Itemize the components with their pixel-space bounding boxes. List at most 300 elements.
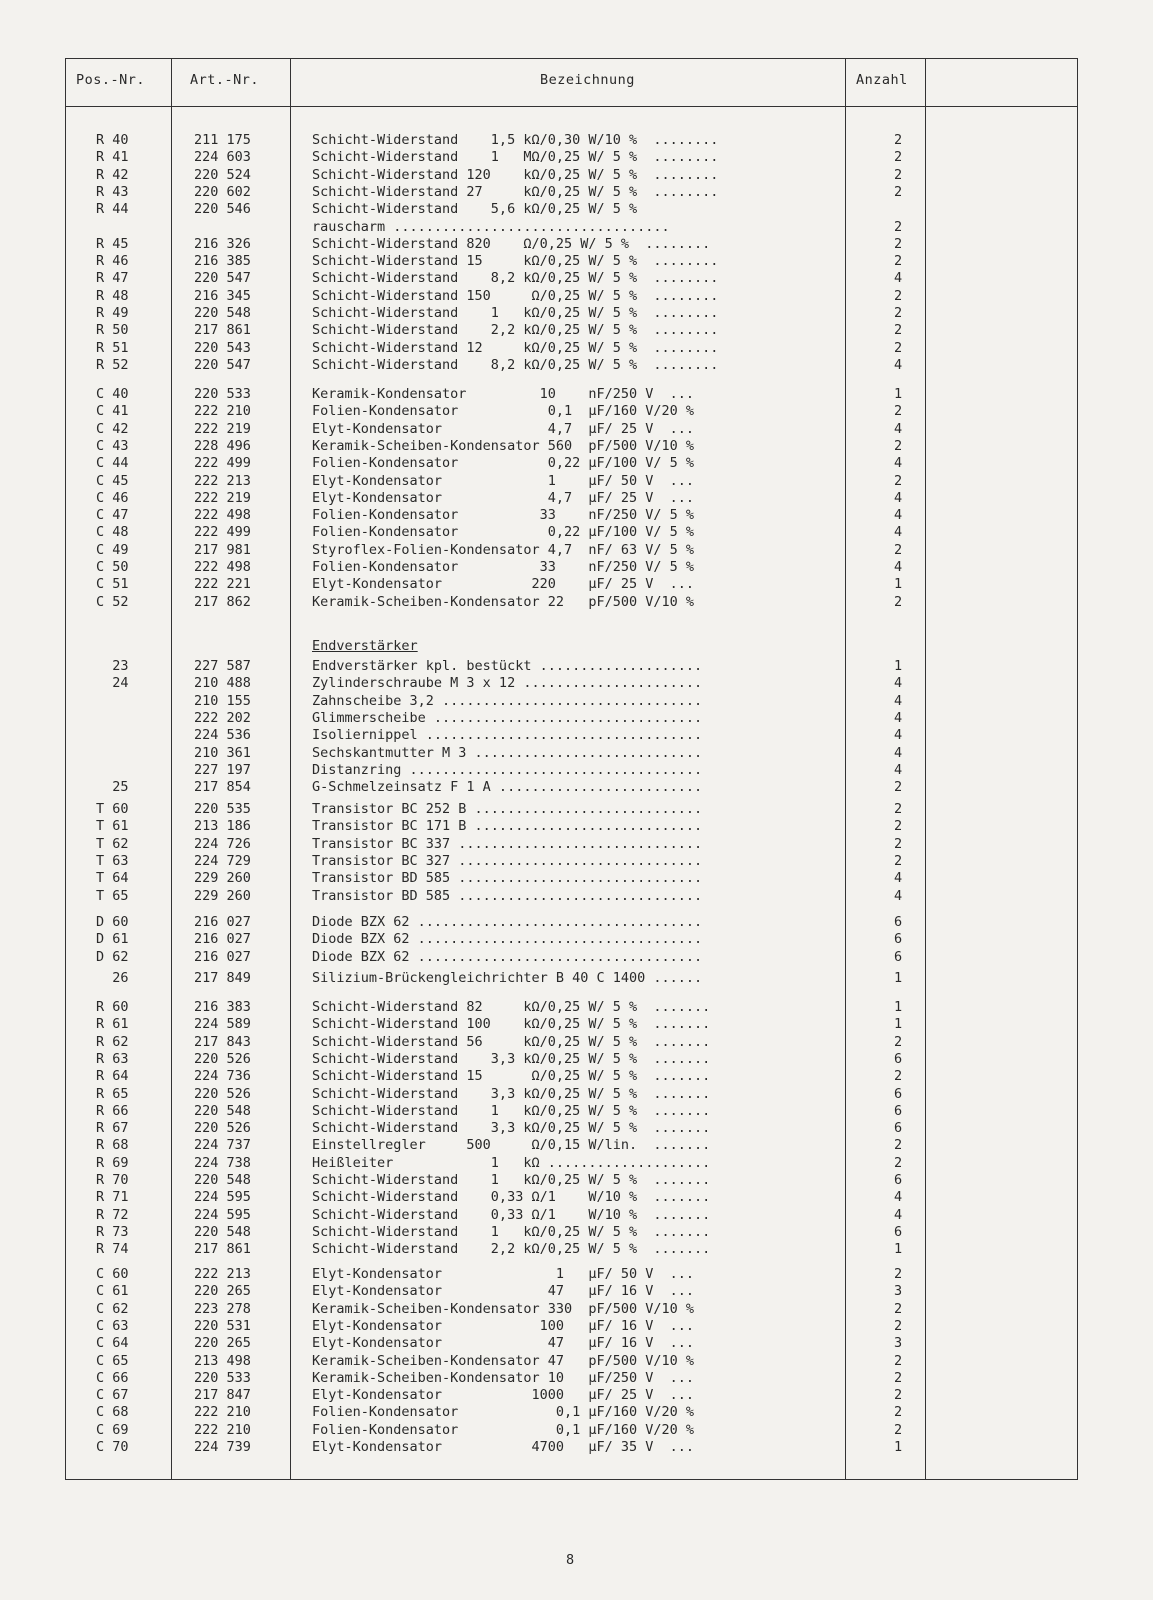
art-cell: 223 278 (194, 1300, 251, 1317)
art-cell: 222 202 (194, 709, 251, 726)
table-row (0, 576, 1153, 593)
bezeichnung-cell: rauscharm .................................. (312, 218, 670, 235)
art-cell: 222 210 (194, 1421, 251, 1438)
anzahl-cell: 4 (894, 1206, 903, 1223)
anzahl-cell: 2 (894, 253, 903, 270)
bezeichnung-cell: Schicht-Widerstand 0,33 Ω/1 W/10 % ....... (312, 1189, 711, 1206)
table-row (0, 888, 1153, 905)
pos-cell: 25 (96, 779, 129, 796)
pos-cell: R 65 (96, 1085, 129, 1102)
table-row (0, 1353, 1153, 1370)
bezeichnung-cell: Elyt-Kondensator 4,7 µF/ 25 V ... (312, 420, 695, 437)
anzahl-cell: 4 (894, 709, 903, 726)
table-row (0, 1387, 1153, 1404)
pos-cell: C 45 (96, 472, 129, 489)
bezeichnung-cell: Elyt-Kondensator 1000 µF/ 25 V ... (312, 1387, 695, 1404)
table-row (0, 167, 1153, 184)
bezeichnung-cell: Schicht-Widerstand 100 kΩ/0,25 W/ 5 % ....... (312, 1016, 711, 1033)
pos-cell: R 45 (96, 235, 129, 252)
anzahl-cell: 2 (894, 1317, 903, 1334)
bezeichnung-cell: Schicht-Widerstand 8,2 kΩ/0,25 W/ 5 % ........ (312, 270, 719, 287)
anzahl-cell: 2 (894, 1137, 903, 1154)
table-row (0, 438, 1153, 455)
art-cell: 216 385 (194, 253, 251, 270)
table-row (0, 270, 1153, 287)
anzahl-cell: 2 (894, 593, 903, 610)
pos-cell: D 62 (96, 948, 129, 965)
art-cell: 228 496 (194, 437, 251, 454)
table-row (0, 507, 1153, 524)
pos-cell: C 69 (96, 1421, 129, 1438)
anzahl-cell: 3 (894, 1283, 903, 1300)
pos-cell: R 52 (96, 356, 129, 373)
bezeichnung-cell: Schicht-Widerstand 27 kΩ/0,25 W/ 5 % ........ (312, 183, 719, 200)
anzahl-cell: 1 (894, 658, 903, 674)
art-cell: 220 602 (194, 183, 251, 200)
art-cell: 222 499 (194, 524, 251, 541)
header-art: Art.-Nr. (190, 72, 260, 88)
pos-cell: R 68 (96, 1137, 129, 1154)
pos-cell: T 64 (96, 870, 129, 887)
bezeichnung-cell: Transistor BD 585 .............................. (312, 870, 703, 887)
anzahl-cell: 6 (894, 1223, 903, 1240)
pos-cell: C 43 (96, 437, 129, 454)
anzahl-cell: 2 (894, 1387, 903, 1404)
table-row (0, 710, 1153, 727)
anzahl-cell: 2 (894, 1266, 903, 1282)
bezeichnung-cell: Folien-Kondensator 0,22 µF/100 V/ 5 % (312, 455, 695, 472)
anzahl-cell: 6 (894, 931, 903, 948)
art-cell: 220 535 (194, 801, 251, 817)
art-cell: 222 219 (194, 420, 251, 437)
bezeichnung-cell: Folien-Kondensator 33 nF/250 V/ 5 % (312, 559, 695, 575)
anzahl-cell: 2 (894, 166, 903, 183)
bezeichnung-cell: Schicht-Widerstand 3,3 kΩ/0,25 W/ 5 % ....... (312, 1050, 711, 1067)
table-row (0, 1335, 1153, 1352)
table-row (0, 184, 1153, 201)
table-row (0, 1283, 1153, 1300)
pos-cell: D 61 (96, 931, 129, 948)
art-cell: 222 213 (194, 1266, 251, 1282)
pos-cell: R 74 (96, 1241, 129, 1258)
art-cell: 210 361 (194, 744, 251, 761)
bezeichnung-cell: Schicht-Widerstand 5,6 kΩ/0,25 W/ 5 % (312, 201, 638, 218)
art-cell: 220 524 (194, 166, 251, 183)
anzahl-cell: 4 (894, 356, 903, 373)
bezeichnung-cell: Elyt-Kondensator 47 µF/ 16 V ... (312, 1335, 695, 1352)
pos-cell: R 66 (96, 1102, 129, 1119)
table-row (0, 1370, 1153, 1387)
table-row (0, 594, 1153, 611)
anzahl-cell: 4 (894, 744, 903, 761)
table-row (0, 1068, 1153, 1085)
table-row (0, 149, 1153, 166)
table-row (0, 1439, 1153, 1456)
art-cell: 217 843 (194, 1033, 251, 1050)
pos-cell: 23 (96, 658, 129, 674)
pos-cell: C 40 (96, 386, 129, 402)
pos-cell: C 62 (96, 1300, 129, 1317)
bezeichnung-cell: Transistor BC 252 B ............................ (312, 801, 703, 817)
bezeichnung-cell: Glimmerscheibe ................................. (312, 709, 703, 726)
bezeichnung-cell: Diode BZX 62 ................................... (312, 948, 703, 965)
anzahl-cell: 2 (894, 1300, 903, 1317)
art-cell: 220 531 (194, 1317, 251, 1334)
anzahl-cell: 4 (894, 1189, 903, 1206)
anzahl-cell: 2 (894, 1154, 903, 1171)
page-number: 8 (566, 1552, 575, 1568)
art-cell: 216 027 (194, 931, 251, 948)
pos-cell: R 70 (96, 1172, 129, 1188)
pos-cell: R 69 (96, 1154, 129, 1171)
art-cell: 222 498 (194, 559, 251, 575)
anzahl-cell: 2 (894, 541, 903, 558)
pos-cell: C 52 (96, 593, 129, 610)
art-cell: 220 265 (194, 1335, 251, 1352)
art-cell: 227 197 (194, 761, 251, 778)
pos-cell: C 46 (96, 489, 129, 506)
table-row (0, 288, 1153, 305)
bezeichnung-cell: Schicht-Widerstand 1,5 kΩ/0,30 W/10 % ........ (312, 132, 719, 148)
bezeichnung-cell: Keramik-Scheiben-Kondensator 47 pF/500 V/10 % (312, 1352, 695, 1369)
table-row (0, 1086, 1153, 1103)
table-row (0, 1266, 1153, 1283)
anzahl-cell: 4 (894, 524, 903, 541)
pos-cell: C 50 (96, 559, 129, 575)
art-cell: 224 595 (194, 1189, 251, 1206)
anzahl-cell: 6 (894, 1120, 903, 1137)
pos-cell: R 47 (96, 270, 129, 287)
bezeichnung-cell: Elyt-Kondensator 4,7 µF/ 25 V ... (312, 489, 695, 506)
bezeichnung-cell: Schicht-Widerstand 56 kΩ/0,25 W/ 5 % ....... (312, 1033, 711, 1050)
art-cell: 217 847 (194, 1387, 251, 1404)
bezeichnung-cell: Schicht-Widerstand 1 kΩ/0,25 W/ 5 % ........ (312, 305, 719, 321)
art-cell: 220 548 (194, 305, 251, 321)
bezeichnung-cell: Folien-Kondensator 0,1 µF/160 V/20 % (312, 1421, 695, 1438)
pos-cell: C 44 (96, 455, 129, 472)
art-cell: 220 265 (194, 1283, 251, 1300)
bezeichnung-cell: Schicht-Widerstand 2,2 kΩ/0,25 W/ 5 % ........ (312, 322, 719, 339)
table-row (0, 836, 1153, 853)
pos-cell: D 60 (96, 914, 129, 930)
art-cell: 222 498 (194, 507, 251, 524)
anzahl-cell: 2 (894, 305, 903, 321)
art-cell: 224 589 (194, 1016, 251, 1033)
anzahl-cell: 4 (894, 727, 903, 744)
bezeichnung-cell: Transistor BC 327 .............................. (312, 852, 703, 869)
bezeichnung-cell: Schicht-Widerstand 82 kΩ/0,25 W/ 5 % ....... (312, 999, 711, 1015)
art-cell: 220 533 (194, 1369, 251, 1386)
pos-cell: C 67 (96, 1387, 129, 1404)
art-cell: 217 862 (194, 593, 251, 610)
art-cell: 220 526 (194, 1050, 251, 1067)
table-row (0, 1137, 1153, 1154)
table-row (0, 305, 1153, 322)
pos-cell: C 66 (96, 1369, 129, 1386)
anzahl-cell: 6 (894, 948, 903, 965)
header-bezeichnung: Bezeichnung (540, 72, 635, 88)
anzahl-cell: 1 (894, 999, 903, 1015)
anzahl-cell: 6 (894, 1085, 903, 1102)
pos-cell: C 47 (96, 507, 129, 524)
pos-cell: C 48 (96, 524, 129, 541)
bezeichnung-cell: Schicht-Widerstand 1 kΩ/0,25 W/ 5 % ....... (312, 1223, 711, 1240)
table-row (0, 693, 1153, 710)
table-row (0, 253, 1153, 270)
anzahl-cell: 1 (894, 970, 903, 986)
art-cell: 224 739 (194, 1439, 251, 1455)
anzahl-cell: 1 (894, 576, 903, 593)
pos-cell: R 50 (96, 322, 129, 339)
table-row (0, 1016, 1153, 1033)
art-cell: 222 213 (194, 472, 251, 489)
table-row (0, 675, 1153, 692)
table-row (0, 1155, 1153, 1172)
table-row (0, 1224, 1153, 1241)
art-cell: 220 548 (194, 1223, 251, 1240)
table-row (0, 1120, 1153, 1137)
pos-cell: R 60 (96, 999, 129, 1015)
pos-cell: R 51 (96, 339, 129, 356)
anzahl-cell: 4 (894, 761, 903, 778)
table-row (0, 455, 1153, 472)
art-cell: 224 729 (194, 852, 251, 869)
pos-cell: R 64 (96, 1068, 129, 1085)
anzahl-cell: 6 (894, 1050, 903, 1067)
bezeichnung-cell: Schicht-Widerstand 1 kΩ/0,25 W/ 5 % ....... (312, 1172, 711, 1188)
bezeichnung-cell: Diode BZX 62 ................................... (312, 931, 703, 948)
table-row (0, 201, 1153, 218)
pos-cell: R 48 (96, 287, 129, 304)
anzahl-cell: 4 (894, 870, 903, 887)
art-cell: 222 210 (194, 1404, 251, 1421)
bezeichnung-cell: Schicht-Widerstand 3,3 kΩ/0,25 W/ 5 % ....... (312, 1120, 711, 1137)
art-cell: 224 595 (194, 1206, 251, 1223)
bezeichnung-cell: Einstellregler 500 Ω/0,15 W/lin. ....... (312, 1137, 711, 1154)
bezeichnung-cell: Elyt-Kondensator 100 µF/ 16 V ... (312, 1317, 695, 1334)
anzahl-cell: 4 (894, 420, 903, 437)
pos-cell: C 70 (96, 1439, 129, 1455)
anzahl-cell: 2 (894, 183, 903, 200)
pos-cell: R 72 (96, 1206, 129, 1223)
table-row (0, 322, 1153, 339)
art-cell: 220 546 (194, 201, 251, 218)
anzahl-cell: 4 (894, 887, 903, 904)
table-row (0, 931, 1153, 948)
table-row (0, 801, 1153, 818)
pos-cell: T 61 (96, 818, 129, 835)
table-row (0, 745, 1153, 762)
art-cell: 220 547 (194, 356, 251, 373)
bezeichnung-cell: Schicht-Widerstand 0,33 Ω/1 W/10 % ....... (312, 1206, 711, 1223)
bezeichnung-cell: Elyt-Kondensator 220 µF/ 25 V ... (312, 576, 695, 593)
table-row (0, 403, 1153, 420)
pos-cell: C 51 (96, 576, 129, 593)
bezeichnung-cell: Schicht-Widerstand 15 Ω/0,25 W/ 5 % ....... (312, 1068, 711, 1085)
art-cell: 224 738 (194, 1154, 251, 1171)
bezeichnung-cell: Schicht-Widerstand 3,3 kΩ/0,25 W/ 5 % ....... (312, 1085, 711, 1102)
art-cell: 227 587 (194, 658, 251, 674)
pos-cell: R 41 (96, 149, 129, 166)
table-row (0, 1051, 1153, 1068)
pos-cell: R 73 (96, 1223, 129, 1240)
art-cell: 224 736 (194, 1068, 251, 1085)
anzahl-cell: 2 (894, 235, 903, 252)
anzahl-cell: 2 (894, 472, 903, 489)
anzahl-cell: 4 (894, 692, 903, 709)
anzahl-cell: 2 (894, 818, 903, 835)
table-row (0, 236, 1153, 253)
art-cell: 220 526 (194, 1085, 251, 1102)
bezeichnung-cell: Schicht-Widerstand 150 Ω/0,25 W/ 5 % ........ (312, 287, 719, 304)
bezeichnung-cell: G-Schmelzeinsatz F 1 A ......................... (312, 779, 703, 796)
bezeichnung-cell: Transistor BD 585 .............................. (312, 887, 703, 904)
bezeichnung-cell: Keramik-Scheiben-Kondensator 22 pF/500 V/10 % (312, 593, 695, 610)
bezeichnung-cell: Schicht-Widerstand 120 kΩ/0,25 W/ 5 % ........ (312, 166, 719, 183)
bezeichnung-cell: Schicht-Widerstand 12 kΩ/0,25 W/ 5 % ........ (312, 339, 719, 356)
anzahl-cell: 2 (894, 1404, 903, 1421)
header-divider (65, 106, 1078, 107)
pos-cell: R 67 (96, 1120, 129, 1137)
bezeichnung-cell: Folien-Kondensator 0,1 µF/160 V/20 % (312, 403, 695, 420)
anzahl-cell: 2 (894, 801, 903, 817)
anzahl-cell: 2 (894, 835, 903, 852)
table-row (0, 1207, 1153, 1224)
table-row (0, 340, 1153, 357)
pos-cell: C 42 (96, 420, 129, 437)
anzahl-cell: 2 (894, 1369, 903, 1386)
table-row (0, 853, 1153, 870)
table-row (0, 999, 1153, 1016)
anzahl-cell: 1 (894, 386, 903, 402)
bezeichnung-cell: Keramik-Scheiben-Kondensator 10 µF/250 V ... (312, 1369, 695, 1386)
pos-cell: C 60 (96, 1266, 129, 1282)
anzahl-cell: 2 (894, 1033, 903, 1050)
pos-cell: R 46 (96, 253, 129, 270)
anzahl-cell: 2 (894, 403, 903, 420)
bezeichnung-cell: Schicht-Widerstand 1 kΩ/0,25 W/ 5 % ....... (312, 1102, 711, 1119)
table-row (0, 818, 1153, 835)
art-cell: 220 533 (194, 386, 251, 402)
pos-cell: C 61 (96, 1283, 129, 1300)
pos-cell: 24 (96, 675, 129, 692)
pos-cell: C 64 (96, 1335, 129, 1352)
anzahl-cell: 6 (894, 914, 903, 930)
bezeichnung-cell: Zahnscheibe 3,2 ................................ (312, 692, 703, 709)
table-row (0, 970, 1153, 987)
bezeichnung-cell: Keramik-Kondensator 10 nF/250 V ... (312, 386, 695, 402)
pos-cell: R 49 (96, 305, 129, 321)
art-cell: 216 326 (194, 235, 251, 252)
art-cell: 210 488 (194, 675, 251, 692)
pos-cell: R 63 (96, 1050, 129, 1067)
bezeichnung-cell: Elyt-Kondensator 1 µF/ 50 V ... (312, 1266, 695, 1282)
bezeichnung-cell: Silizium-Brückengleichrichter B 40 C 1400 ...... (312, 970, 703, 986)
art-cell: 216 027 (194, 914, 251, 930)
art-cell: 211 175 (194, 132, 251, 148)
table-row (0, 524, 1153, 541)
art-cell: 217 849 (194, 970, 251, 986)
pos-cell: R 40 (96, 132, 129, 148)
pos-cell: R 71 (96, 1189, 129, 1206)
pos-cell: T 60 (96, 801, 129, 817)
table-row (0, 542, 1153, 559)
section-title: Endverstärker (312, 638, 418, 654)
table-row (0, 490, 1153, 507)
art-cell: 222 219 (194, 489, 251, 506)
art-cell: 220 548 (194, 1172, 251, 1188)
table-row (0, 1422, 1153, 1439)
table-row (0, 1404, 1153, 1421)
anzahl-cell: 4 (894, 489, 903, 506)
pos-cell: C 68 (96, 1404, 129, 1421)
bezeichnung-cell: Keramik-Scheiben-Kondensator 560 pF/500 V/10 % (312, 437, 695, 454)
pos-cell: R 61 (96, 1016, 129, 1033)
table-row (0, 1103, 1153, 1120)
anzahl-cell: 2 (894, 779, 903, 796)
bezeichnung-cell: Isoliernippel .................................. (312, 727, 703, 744)
pos-cell: C 41 (96, 403, 129, 420)
art-cell: 224 536 (194, 727, 251, 744)
bezeichnung-cell: Keramik-Scheiben-Kondensator 330 pF/500 V/10 % (312, 1300, 695, 1317)
header-anzahl: Anzahl (856, 72, 908, 88)
pos-cell: R 62 (96, 1033, 129, 1050)
table-row (0, 559, 1153, 576)
anzahl-cell: 6 (894, 1172, 903, 1188)
anzahl-cell: 4 (894, 675, 903, 692)
anzahl-cell: 2 (894, 339, 903, 356)
table-row (0, 386, 1153, 403)
anzahl-cell: 2 (894, 287, 903, 304)
bezeichnung-cell: Folien-Kondensator 33 nF/250 V/ 5 % (312, 507, 695, 524)
anzahl-cell: 2 (894, 437, 903, 454)
table-row (0, 1034, 1153, 1051)
table-row (0, 658, 1153, 675)
pos-cell: T 65 (96, 887, 129, 904)
anzahl-cell: 3 (894, 1335, 903, 1352)
bezeichnung-cell: Transistor BC 337 .............................. (312, 835, 703, 852)
art-cell: 220 547 (194, 270, 251, 287)
anzahl-cell: 6 (894, 1102, 903, 1119)
anzahl-cell: 2 (894, 1352, 903, 1369)
bezeichnung-cell: Schicht-Widerstand 2,2 kΩ/0,25 W/ 5 % ....... (312, 1241, 711, 1258)
table-row (0, 132, 1153, 149)
pos-cell: R 43 (96, 183, 129, 200)
art-cell: 210 155 (194, 692, 251, 709)
bezeichnung-cell: Elyt-Kondensator 1 µF/ 50 V ... (312, 472, 695, 489)
table-row (0, 762, 1153, 779)
anzahl-cell: 2 (894, 218, 903, 235)
table-row (0, 779, 1153, 796)
anzahl-cell: 1 (894, 1016, 903, 1033)
pos-cell: T 62 (96, 835, 129, 852)
bezeichnung-cell: Schicht-Widerstand 15 kΩ/0,25 W/ 5 % ........ (312, 253, 719, 270)
art-cell: 229 260 (194, 887, 251, 904)
art-cell: 217 854 (194, 779, 251, 796)
art-cell: 224 603 (194, 149, 251, 166)
art-cell: 216 345 (194, 287, 251, 304)
anzahl-cell: 4 (894, 455, 903, 472)
anzahl-cell: 1 (894, 1241, 903, 1258)
table-row (0, 1241, 1153, 1258)
table-row (0, 473, 1153, 490)
anzahl-cell: 2 (894, 149, 903, 166)
table-row (0, 914, 1153, 931)
table-row (0, 1189, 1153, 1206)
art-cell: 217 861 (194, 1241, 251, 1258)
art-cell: 220 548 (194, 1102, 251, 1119)
bezeichnung-cell: Schicht-Widerstand 820 Ω/0,25 W/ 5 % ........ (312, 235, 711, 252)
